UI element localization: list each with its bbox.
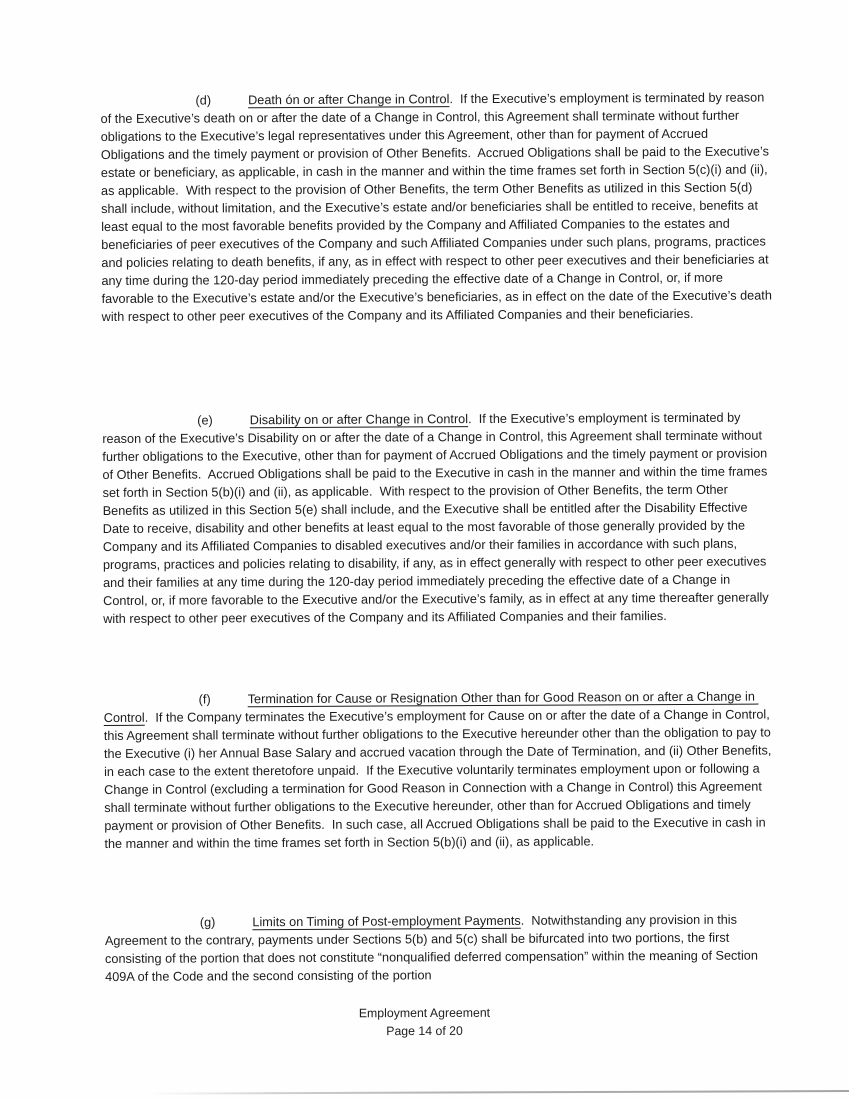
paragraph-f [104,687,779,853]
heading-separator: . [468,412,479,427]
paragraph-d [100,88,775,326]
footer-doc-title: Employment Agreement [358,1005,491,1021]
tab-spacer [213,423,250,424]
tab-spacer [211,702,248,703]
paragraph-body: Notwithstanding any provision in this Agreement to the contrary, payments under Sections 5(b) and 5(c) shall be bifurcated into two portions, the first consisting of the portion that does not constitute “nonqualified deferred compensation” within the meaning of Section 409A of the Code and the second consisting of the portion [104,912,762,984]
page-footer [0,1004,849,1043]
paragraph-label: (g) [199,915,216,930]
heading-separator: . [449,92,461,107]
paragraph-g [105,910,779,986]
tab-spacer [105,925,200,926]
paragraph-label: (f) [198,692,211,707]
section-heading: Termination for Cause or Resignation Other than for Good Reason on or after a Change in Control [103,689,759,725]
paragraph-body: If the Company terminates the Executive’s employment for Cause on or after the date of a Change in Control, this Agreement shall terminate without further obligations to the Executive hereunder other than the obligation to pay to the Executive (i) her Annual Base Salary and accrued vacation through the Date of Termination, and (ii) Other Benefits, in each case to the extent theretofore unpaid. If the Executive voluntarily terminates employment upon or following a Change in Control (excluding a termination for Good Reason in Connection with a Change in Control) this Agreement shall terminate without further obligations to the Executive hereunder, other than for Accrued Obligations and timely payment or provision of Other Benefits. In such case, all Accrued Obligations shall be paid to the Executive in cash in the manner and within the time frames set forth in Section 5(b)(i) and (ii), as applicable. [103,707,775,851]
paragraph-label: (d) [195,93,212,108]
section-heading: Death ón or after Change in Control [248,92,450,108]
tab-spacer [215,925,252,926]
paragraph-body: If the Executive’s employment is terminated by reason of the Executive’s death on or after the date of a Change in Control, this Agreement shall terminate without further obligations to the Executive’s legal representatives under this Agreement, other than for payment of Accrued Obligations and the timely payment or provision of Other Benefits. Accrued Obligations shall be paid to the Executive’s estate or beneficiary, as applicable, in cash in the manner and within the time frames set forth in Section 5(c)(i) and (ii), as applicable. With respect to the provision of Other Benefits, the term Other Benefits as utilized in this Section 5(d) shall include, without limitation, and the Executive’s estate and/or beneficiaries shall be entitled to receive, benefits at least equal to the most favorable benefits provided by the Company and Affiliated Companies to the estates and beneficiaries of peer executives of the Company and such Affiliated Companies under such plans, programs, practices and policies relating to death benefits, if any, as in effect with respect to other peer executives and their beneficiaries at any time during the 120-day period immediately preceding the effective date of a Change in Control, or, if more favorable to the Executive’s estate and/or the Executive’s beneficiaries, as in effect on the date of the Executive’s death with respect to other peer executives of the Company and its Affiliated Companies and their beneficiaries. [100,90,776,324]
footer-page-number: Page 14 of 20 [386,1023,463,1038]
heading-separator: . [520,913,532,928]
document-text-column [100,0,780,1100]
section-heading: Disability on or after Change in Control [249,412,469,428]
section-heading: Limits on Timing of Post-employment Payments [252,913,521,930]
tab-spacer [211,103,248,104]
tab-spacer [102,423,197,424]
tab-spacer [104,702,199,703]
heading-separator: . [144,710,156,725]
paragraph-body: If the Executive’s employment is terminated by reason of the Executive’s Disability on or after the date of a Change in Control, this Agreement shall terminate without further obligations to the Executive, other than for payment of Accrued Obligations and the timely payment or provision of Other Benefits. Accrued Obligations shall be paid to the Executive in cash in the manner and within the time frames set forth in Section 5(b)(i) and (ii), as applicable. With respect to the provision of Other Benefits, the term Other Benefits as utilized in this Section 5(e) shall include, and the Executive shall be entitled after the Disability Effective Date to receive, disability and other benefits at least equal to the most favorable of those generally provided by the Company and its Affiliated Companies to disabled executives and/or their families in accordance with such plans, programs, practices and policies relating to disability, if any, as in effect generally with respect to other peer executives and their families at any time during the 120-day period immediately preceding the effective date of a Change in Control, or, if more favorable to the Executive and/or the Executive’s family, as in effect at any time thereafter generally with respect to other peer executives of the Company and its Affiliated Companies and their families. [102,410,773,626]
tab-spacer [101,104,196,105]
paragraph-e [102,408,777,628]
paragraph-label: (e) [197,413,213,428]
